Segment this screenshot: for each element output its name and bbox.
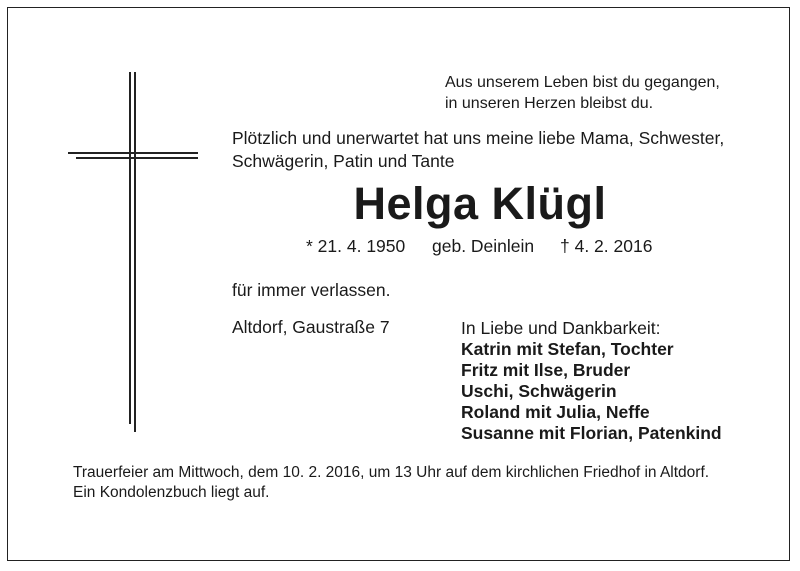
mourners-heading: In Liebe und Dankbarkeit:: [461, 318, 661, 338]
service-info: [73, 463, 709, 503]
mourner-entry: Fritz mit Ilse, Bruder: [461, 360, 631, 380]
mourner-entry: Uschi, Schwägerin: [461, 381, 617, 401]
mourners-list: [461, 318, 722, 444]
memorial-quote: [445, 72, 720, 114]
service-line: Ein Kondolenzbuch liegt auf.: [73, 484, 270, 501]
cross-icon: [68, 72, 198, 432]
intro-line: Plötzlich und unerwartet hat uns meine liebe Mama, Schwester,: [232, 128, 725, 148]
death-date: † 4. 2. 2016: [560, 236, 653, 256]
service-line: Trauerfeier am Mittwoch, dem 10. 2. 2016, um 13 Uhr auf dem kirchlichen Friedhof in Altdorf.: [73, 464, 710, 481]
mourner-entry: Katrin mit Stefan, Tochter: [461, 339, 674, 359]
birth-date: * 21. 4. 1950: [306, 236, 406, 256]
deceased-name: Helga Klügl: [353, 178, 607, 229]
address: Altdorf, Gaustraße 7: [232, 317, 390, 337]
intro-text: [232, 127, 724, 173]
intro-line: Schwägerin, Patin und Tante: [232, 151, 455, 171]
left-message: für immer verlassen.: [232, 280, 391, 300]
mourner-entry: Roland mit Julia, Neffe: [461, 402, 650, 422]
maiden-name: geb. Deinlein: [432, 236, 535, 256]
mourner-entry: Susanne mit Florian, Patenkind: [461, 423, 722, 443]
quote-line: Aus unserem Leben bist du gegangen,: [445, 74, 720, 91]
quote-line: in unseren Herzen bleibst du.: [445, 95, 654, 112]
